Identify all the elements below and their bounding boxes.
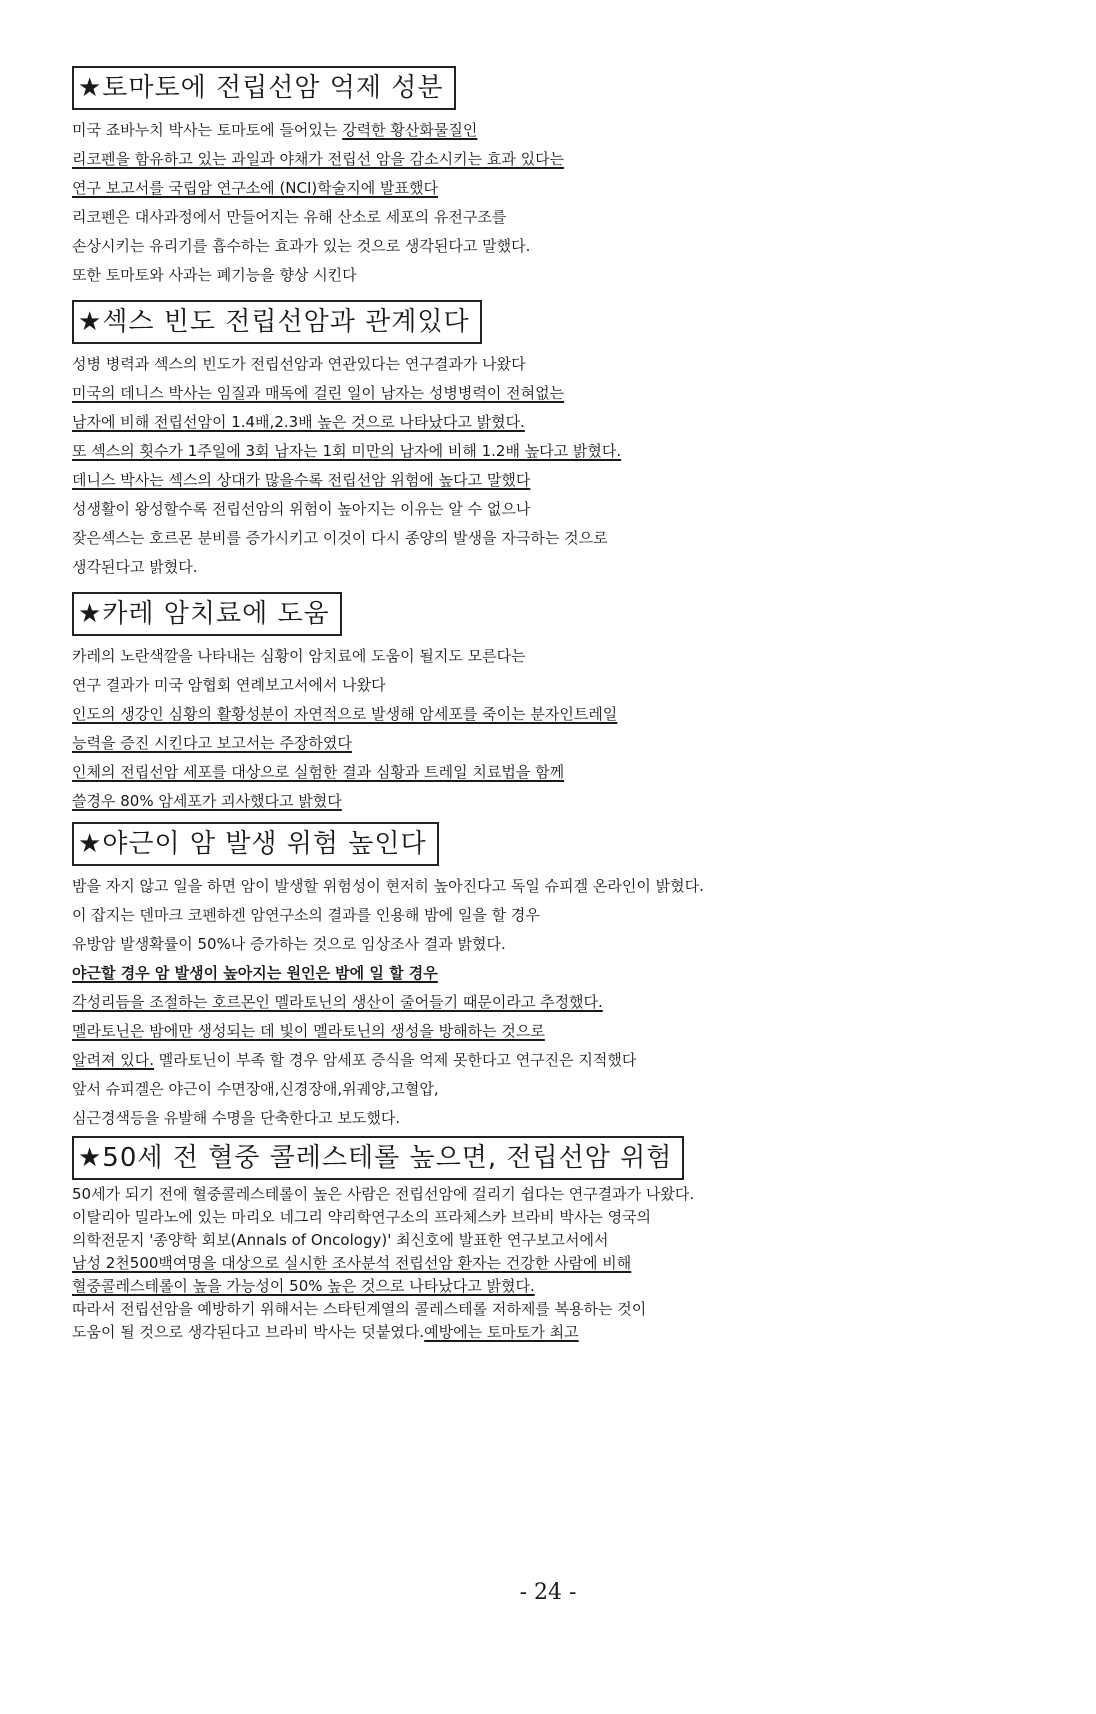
section-title: ★야근이 암 발생 위험 높인다 — [72, 822, 439, 866]
section-title: ★섹스 빈도 전립선암과 관계있다 — [72, 300, 482, 344]
text-line: 생각된다고 밝혔다. — [72, 558, 198, 576]
section-cholesterol — [72, 1136, 1036, 1345]
section-title: ★50세 전 혈중 콜레스테롤 높으면, 전립선암 위험 — [72, 1136, 684, 1180]
text-line: 혈중콜레스테롤이 높을 가능성이 50% 높은 것으로 나타났다고 밝혔다. — [72, 1277, 535, 1295]
text-line: 인체의 전립선암 세포를 대상으로 실험한 결과 심황과 트레일 치료법을 함께 — [72, 763, 565, 781]
text-line: 연구 보고서를 국립암 연구소에 (NCI)학술지에 발표했다 — [72, 179, 438, 197]
text-line: 야근할 경우 암 발생이 높아지는 원인은 밤에 일 할 경우 — [72, 964, 438, 982]
text-line: 남성 2천500백여명을 대상으로 실시한 조사분석 전립선암 환자는 건강한 사람에 비해 — [72, 1254, 632, 1272]
text-line: 앞서 슈피겔은 야근이 수면장애,신경장애,위궤양,고혈압, — [72, 1080, 439, 1098]
text-line: 카레의 노란색깔을 나타내는 심황이 암치료에 도움이 될지도 모른다는 — [72, 647, 526, 665]
section-curry — [72, 592, 1036, 820]
section-tomato — [72, 66, 1036, 294]
text-line: 성생활이 왕성할수록 전립선암의 위험이 높아지는 이유는 알 수 없으나 — [72, 500, 531, 518]
section-night-work — [72, 822, 1036, 1137]
text-line: 리코펜을 함유하고 있는 과일과 야채가 전립선 암을 감소시키는 효과 있다는 — [72, 150, 565, 168]
text-line: 의학전문지 '종양학 회보(Annals of Oncology)' 최신호에 발표한 연구보고서에서 — [72, 1231, 609, 1249]
text-line: 성병 병력과 섹스의 빈도가 전립선암과 연관있다는 연구결과가 나왔다 — [72, 355, 526, 373]
text-line: 인도의 생강인 심황의 활황성분이 자연적으로 발생해 암세포를 죽이는 분자인트레일 — [72, 705, 618, 723]
text-line: 멜라토닌은 밤에만 생성되는 데 빛이 멜라토닌의 생성을 방해하는 것으로 — [72, 1022, 545, 1040]
text-line: 밤을 자지 않고 일을 하면 암이 발생할 위험성이 현저히 높아진다고 독일 슈피겔 온라인이 밝혔다. — [72, 877, 704, 895]
text-line: 능력을 증진 시킨다고 보고서는 주장하였다 — [72, 734, 352, 752]
section-sex-frequency — [72, 300, 1036, 586]
text-line: 또 섹스의 횟수가 1주일에 3회 남자는 1회 미만의 남자에 비해 1.2배 높다고 밝혔다. — [72, 442, 622, 460]
text-line: 연구 결과가 미국 암협회 연례보고서에서 나왔다 — [72, 676, 386, 694]
page-number: - 24 - — [519, 1580, 577, 1605]
section-title: ★토마토에 전립선암 억제 성분 — [72, 66, 456, 110]
text-line: 손상시키는 유리기를 흡수하는 효과가 있는 것으로 생각된다고 말했다. — [72, 237, 531, 255]
text-line: 데니스 박사는 섹스의 상대가 많을수록 전립선암 위험에 높다고 말했다 — [72, 471, 531, 489]
text-line: 잦은섹스는 호르몬 분비를 증가시키고 이것이 다시 종양의 발생을 자극하는 것으로 — [72, 529, 608, 547]
text-line: 쓸경우 80% 암세포가 괴사했다고 밝혔다 — [72, 792, 342, 810]
section-title: ★카레 암치료에 도움 — [72, 592, 342, 636]
text-line: 이 잡지는 덴마크 코펜하겐 암연구소의 결과를 인용해 밤에 일을 할 경우 — [72, 906, 540, 924]
text-line: 또한 토마토와 사과는 폐기능을 향상 시킨다 — [72, 266, 357, 284]
text-line: 심근경색등을 유발해 수명을 단축한다고 보도했다. — [72, 1109, 401, 1127]
text-line: 남자에 비해 전립선암이 1.4배,2.3배 높은 것으로 나타났다고 밝혔다. — [72, 413, 525, 431]
text-line: 미국 죠바누치 박사는 토마토에 들어있는 강력한 황산화물질인 — [72, 121, 478, 139]
text-line: 유방암 발생확률이 50%나 증가하는 것으로 임상조사 결과 밝혔다. — [72, 935, 506, 953]
text-line: 50세가 되기 전에 혈중콜레스테롤이 높은 사람은 전립선암에 걸리기 쉽다는 연구결과가 나왔다. — [72, 1185, 695, 1203]
text-line: 미국의 데니스 박사는 임질과 매독에 걸린 일이 남자는 성병병력이 전혀없는 — [72, 384, 565, 402]
text-line: 이탈리아 밀라노에 있는 마리오 네그리 약리학연구소의 프라체스카 브라비 박사는 영국의 — [72, 1208, 652, 1226]
text-line: 따라서 전립선암을 예방하기 위해서는 스타틴계열의 콜레스테롤 저하제를 복용하는 것이 — [72, 1300, 647, 1318]
text-line: 각성리듬을 조절하는 호르몬인 멜라토닌의 생산이 줄어들기 때문이라고 추정했다. — [72, 993, 603, 1011]
text-line: 도움이 될 것으로 생각된다고 브라비 박사는 덧붙였다.예방에는 토마토가 최고 — [72, 1323, 579, 1341]
text-line: 리코펜은 대사과정에서 만들어지는 유해 산소로 세포의 유전구조를 — [72, 208, 507, 226]
text-line: 알려져 있다. 멜라토닌이 부족 할 경우 암세포 증식을 억제 못한다고 연구진은 지적했다 — [72, 1051, 637, 1069]
